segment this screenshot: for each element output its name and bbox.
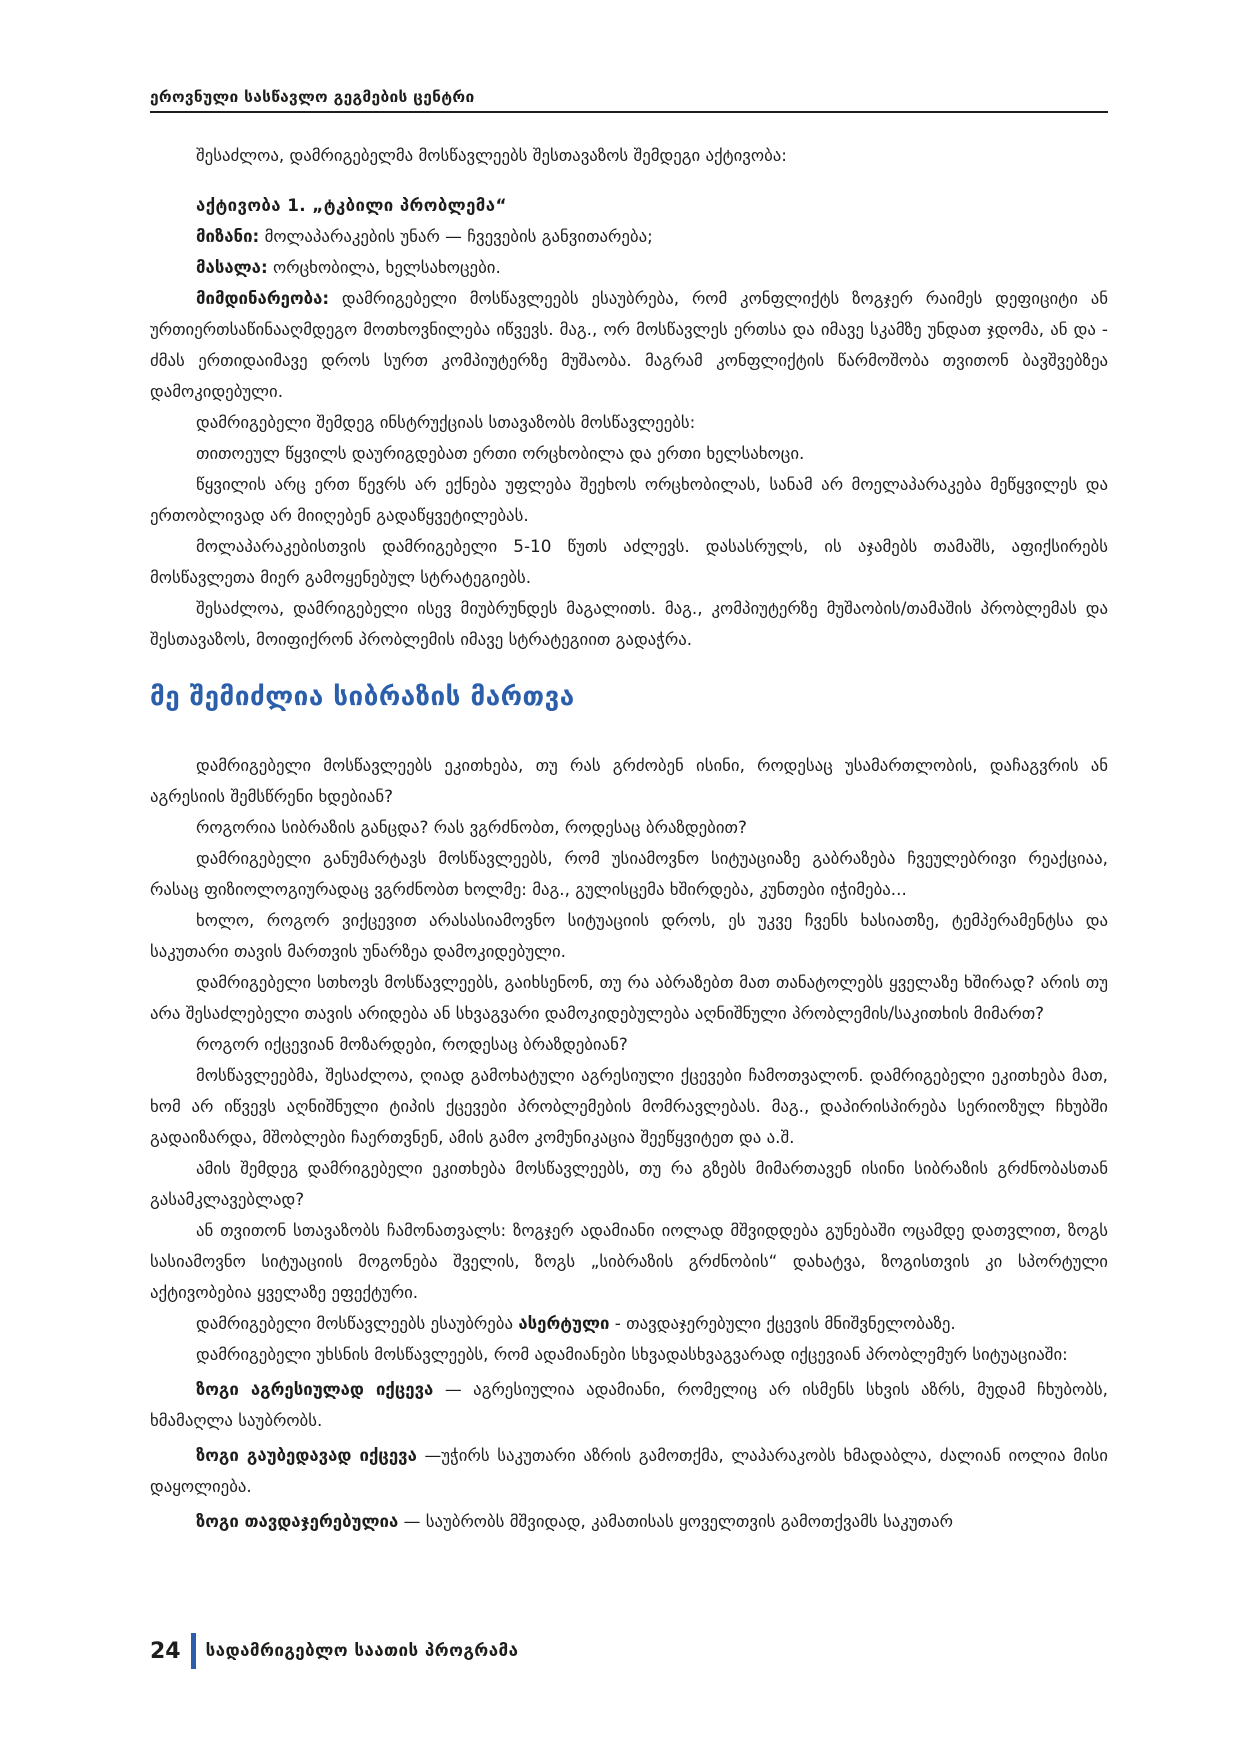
page-footer: [150, 1632, 518, 1670]
paragraph-assertive: [150, 1308, 1108, 1339]
paragraph: დამრიგებელი განუმარტავს მოსწავლეებს, რომ უსიამოვნო სიტუაციაზე გაბრაზება ჩვეულებრივი რეაქციაა, რასაც ფიზიოლოგიურადაც ვგრძნობთ ხოლმე: მაგ., გულისცემა ხშირდება, კუნთები იჭიმება...: [150, 848, 1108, 899]
activity-intro: შესაძლოა, დამრიგებელმა მოსწავლეებს შესთავაზოს შემდეგი აქტივობა:: [196, 145, 787, 165]
paragraph: წყვილის არც ერთ წევრს არ ექნება უფლება შეეხოს ორცხობილას, სანამ არ მოელაპარაკება მეწყვილეს და ერთობლივად არ მიიღებენ გადაწყვეტილებას.: [150, 474, 1108, 525]
aggressive-text: — აგრესიულია ადამიანი, რომელიც არ ისმენს სხვის აზრს, მუდამ ჩხუბობს, ხმამაღლა საუბრობს.: [150, 1379, 1108, 1430]
assertive-text: — საუბრობს მშვიდად, კამათისას ყოველთვის გამოთქვამს საკუთარ: [398, 1511, 953, 1531]
p10-before: დამრიგებელი მოსწავლეებს ესაუბრება: [196, 1313, 519, 1333]
paragraph: თითოეულ წყვილს დაურიგდებათ ერთი ორცხობილა და ერთი ხელსახოცი.: [196, 443, 805, 463]
behavior-timid: [150, 1440, 1108, 1502]
behavior-assertive: [150, 1506, 1108, 1537]
process-label: მიმდინარეობა:: [196, 288, 330, 308]
material-label: მასალა:: [196, 257, 268, 277]
paragraph: დამრიგებელი სთხოვს მოსწავლეებს, გაიხსენონ, თუ რა აბრაზებთ მათ თანატოლებს ყველაზე ხშირად? არის თუ არა შესაძლებელი თავის არიდება ან სხვაგვარი დამოკიდებულება აღნიშნული პრობლემის/საკითხის მიმართ?: [150, 972, 1108, 1023]
page-number: 24: [150, 1638, 181, 1664]
paragraph: ან თვითონ სთავაზობს ჩამონათვალს: ზოგჯერ ადამიანი იოლად მშვიდდება გუნებაში ოცამდე დათვლით, ზოგს სასიამოვნო სიტუაციის მოგონება შველის, ზოგს „სიბრაზის გრძნობის“ დახატვა, ზოგისთვის კი სპორტული აქტივობებია ყველაზე ეფექტური.: [150, 1220, 1108, 1302]
footer-divider: [191, 1633, 196, 1669]
paragraph: შესაძლოა, დამრიგებელი ისევ მიუბრუნდეს მაგალითს. მაგ., კომპიუტერზე მუშაობის/თამაშის პრობლემას და შესთავაზოს, მოიფიქრონ პრობლემის იმავე სტრატეგიით გადაჭრა.: [150, 598, 1108, 649]
paragraph: როგორ იქცევიან მოზარდები, როდესაც ბრაზდებიან?: [196, 1034, 628, 1054]
p10-after: - თავდაჯერებული ქცევის მნიშვნელობაზე.: [609, 1313, 956, 1333]
section-heading: მე შემიძლია სიბრაზის მართვა: [150, 682, 575, 712]
paragraph: მოლაპარაკებისთვის დამრიგებელი 5-10 წუთს აძლევს. დასასრულს, ის აჯამებს თამაშს, აფიქსირებს მოსწავლეთა მიერ გამოყენებულ სტრატეგიებს.: [150, 536, 1108, 587]
activity-goal: [150, 221, 1108, 252]
goal-label: მიზანი:: [196, 226, 260, 246]
section-body: [150, 750, 1108, 1537]
material-text: ორცხობილა, ხელსახოცები.: [267, 257, 501, 277]
header-title: ეროვნული სასწავლო გეგმების ცენტრი: [150, 88, 475, 106]
aggressive-label: ზოგი აგრესიულად იქცევა: [196, 1379, 434, 1399]
paragraph: დამრიგებელი მოსწავლეებს ეკითხება, თუ რას გრძობენ ისინი, როდესაც უსამართლობის, დაჩაგვრის ან აგრესიის შემსწრენი ხდებიან?: [150, 755, 1108, 806]
assertive-term: ასერტული: [518, 1313, 610, 1333]
goal-text: მოლაპარაკების უნარ — ჩვევების განვითარება;: [259, 226, 653, 246]
behavior-aggressive: [150, 1374, 1108, 1436]
paragraph: მოსწავლეებმა, შესაძლოა, ღიად გამოხატული აგრესიული ქცევები ჩამოთვალონ. დამრიგებელი ეკითხება მათ, ხომ არ იწვევს აღნიშნული ტიპის ქცევები პრობლემების მომრავლებას. მაგ., დაპირისპირება სერიოზულ ჩხუბში გადაიზარდა, მშობლები ჩაერთვნენ, ამის გამო კომუნიკაცია შეეწყვიტეთ და ა.შ.: [150, 1065, 1108, 1147]
process-text: დამრიგებელი მოსწავლეებს ესაუბრება, რომ კონფლიქტს ზოგჯერ რაიმეს დეფიციტი ან ურთიერთსაწინააღმდეგო მოთხოვნილება იწვევს. მაგ., ორ მოსწავლეს ერთსა და იმავე სკამზე უნდათ ჯდომა, ან და - ძმას ერთიდაიმავე დროს სურთ კომპიუტერზე მუშაობა. მაგრამ კონფლიქტის წარმოშობა თვითონ ბავშვებზეა დამოკიდებული.: [150, 288, 1108, 401]
assertive-label: ზოგი თავდაჯერებულია: [196, 1511, 399, 1531]
page-header: [150, 88, 1108, 113]
activity-material: [150, 252, 1108, 283]
paragraph: ხოლო, როგორ ვიქცევით არასასიამოვნო სიტუაციის დროს, ეს უკვე ჩვენს ხასიათზე, ტემპერამენტსა და საკუთარი თავის მართვის უნარზეა დამოკიდებული.: [150, 910, 1108, 961]
timid-label: ზოგი გაუბედავად იქცევა: [196, 1445, 417, 1465]
paragraph: როგორია სიბრაზის განცდა? რას ვგრძნობთ, როდესაც ბრაზდებით?: [196, 817, 747, 837]
paragraph: დამრიგებელი უხსნის მოსწავლეებს, რომ ადამიანები სხვადასხვაგვარად იქცევიან პრობლემურ სიტუაციაში:: [196, 1344, 1068, 1364]
footer-title: სადამრიგებლო საათის პროგრამა: [205, 1641, 519, 1661]
timid-text: —უჭირს საკუთარი აზრის გამოთქმა, ლაპარაკობს ხმადაბლა, ძალიან იოლია მისი დაყოლიება.: [150, 1445, 1108, 1496]
activity-process: [150, 283, 1108, 407]
paragraph: დამრიგებელი შემდეგ ინსტრუქციას სთავაზობს მოსწავლეებს:: [196, 412, 696, 432]
activity-title: აქტივობა 1. „ტკბილი პრობლემა“: [196, 195, 507, 215]
activity-block: [150, 140, 1108, 655]
paragraph: ამის შემდეგ დამრიგებელი ეკითხება მოსწავლეებს, თუ რა გზებს მიმართავენ ისინი სიბრაზის გრძნობასთან გასამკლავებლად?: [150, 1158, 1108, 1209]
